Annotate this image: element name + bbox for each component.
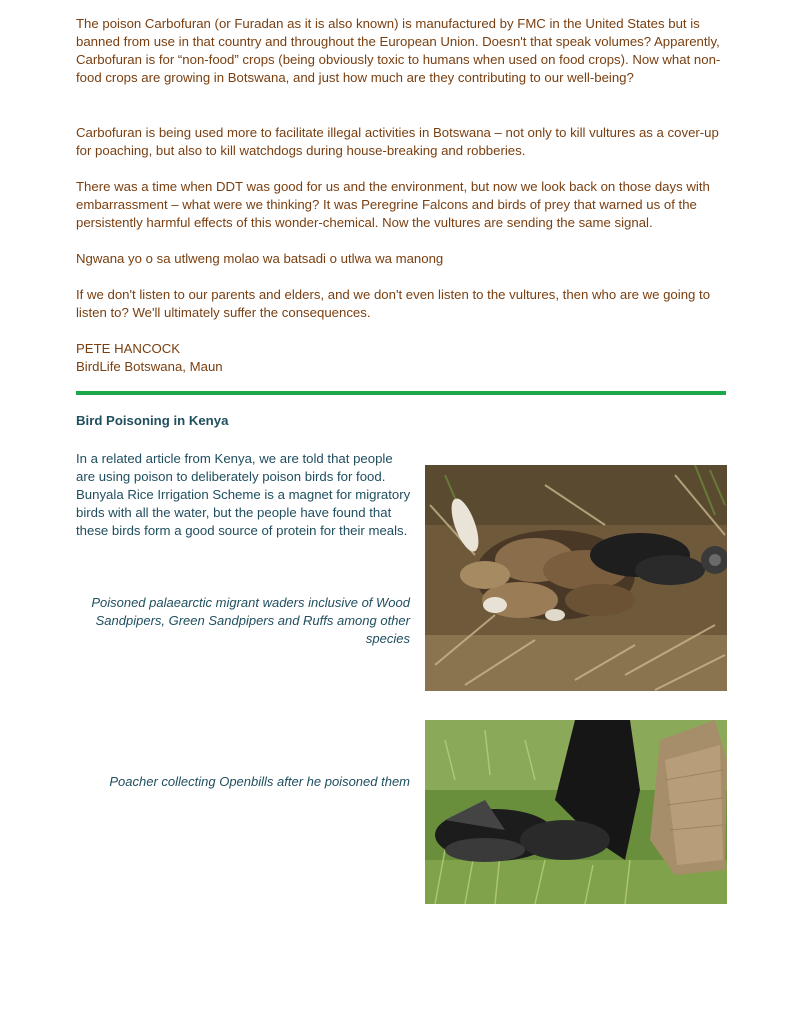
photo-caption-waders: Poisoned palaearctic migrant waders inclusive of Wood Sandpipers, Green Sandpipers and Ruffs among other species [91,595,410,646]
section-title-kenya: Bird Poisoning in Kenya [76,413,229,428]
section-divider [76,391,726,395]
author-name: PETE HANCOCK [76,341,181,356]
photo-poisoned-waders [425,465,727,691]
paragraph-ddt: There was a time when DDT was good for us and the environment, but now we look back on those days with embarrassment – what were we thinking? It was Peregrine Falcons and birds of prey that warned us of the persistently harmful effects of this wonder-chemical. Now the vultures are sending the same signal. [76,179,710,230]
paragraph-illegal-activities: Carbofuran is being used more to facilitate illegal activities in Botswana – not only to kill vultures as a cover-up for poaching, but also to kill watchdogs during house-breaking and robberies. [76,125,719,158]
photo-poacher-openbills [425,720,727,904]
paragraph-consequences: If we don't listen to our parents and elders, and we don't even listen to the vultures, then who are we going to listen to? We'll ultimately suffer the consequences. [76,287,711,320]
kenya-intro-paragraph: In a related article from Kenya, we are told that people are using poison to deliberately poison birds for food. Bunyala Rice Irrigation Scheme is a magnet for migratory birds with all the water, but the people have found that these birds form a good source of protein for their meals. [76,451,411,538]
paragraph-proverb: Ngwana yo o sa utlweng molao wa batsadi o utlwa wa manong [76,251,444,266]
author-organization: BirdLife Botswana, Maun [76,359,223,374]
photo-caption-openbills: Poacher collecting Openbills after he poisoned them [109,774,410,789]
paragraph-carbofuran-intro: The poison Carbofuran (or Furadan as it is also known) is manufactured by FMC in the United States but is banned from use in that country and throughout the European Union. Doesn't that speak volumes? Apparently, Carbofuran is for “non-food” crops (being obviously toxic to humans when used on food crops). Now what non-food crops are growing in Botswana, and just how much are they contributing to our well-being? [76,16,721,85]
